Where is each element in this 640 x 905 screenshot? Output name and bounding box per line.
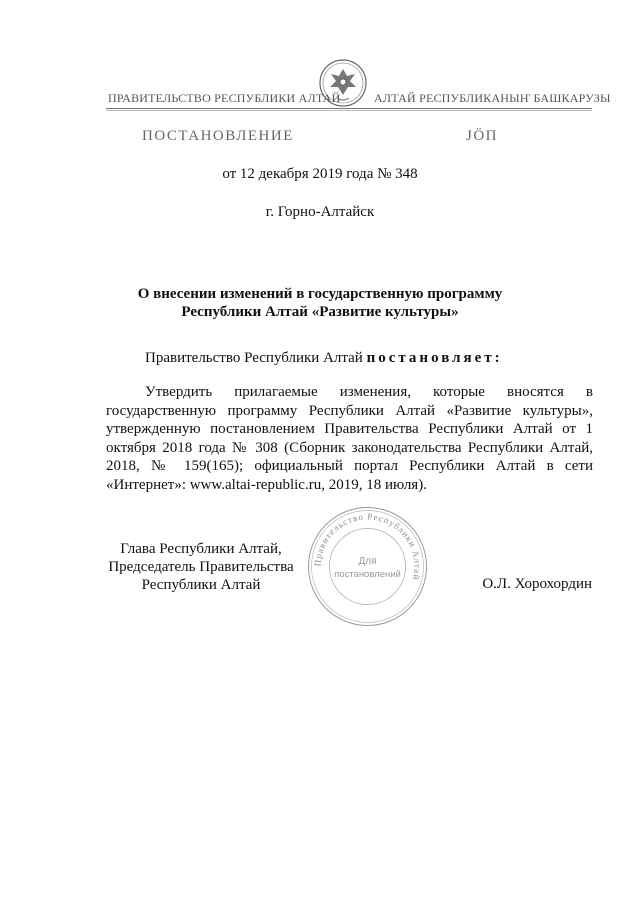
- signature-line-3: Республики Алтай: [141, 577, 261, 593]
- header-divider: [106, 108, 592, 109]
- header-government-ru: ПРАВИТЕЛЬСТВО РЕСПУБЛИКИ АЛТАЙ: [108, 91, 341, 105]
- body-paragraph: Утвердить прилагаемые изменения, которые вносятся в государственную программу Республики Алтай «Развитие культуры», утвержденную постановлением Правительства Республики Алтай от 1 октября 2018 года № 308 (Сборник законодательства Республики Алтай, 2018, № 159(165); официальный портал Республики Алтай в сети «Интернет»: www.altai-republic.ru, 2019, 18 июля).: [106, 384, 593, 493]
- header-divider-secondary: [106, 110, 592, 111]
- stamp-ring-text: Правительство Республики Алтай: [312, 511, 423, 582]
- preamble-text: Правительство Республики Алтай: [145, 350, 367, 366]
- document-city: г. Горно-Алтайск: [265, 204, 375, 220]
- signature-position: [106, 540, 296, 594]
- document-title-line1: О внесении изменений в государственную программу: [137, 286, 503, 302]
- official-stamp: [305, 504, 430, 629]
- signature-line-1: Глава Республики Алтай,: [120, 541, 282, 557]
- stamp-center-line2: постановлений: [334, 569, 401, 580]
- preamble: [145, 350, 503, 367]
- document-title-line2: Республики Алтай «Развитие культуры»: [181, 304, 459, 320]
- header-government-alt: АЛТАЙ РЕСПУБЛИКАНЫҤ БАШКАРУЗЫ: [374, 91, 611, 105]
- signature-line-2: Председатель Правительства: [108, 559, 294, 575]
- stamp-center-line1: Для: [358, 556, 377, 567]
- preamble-verb: постановляет:: [366, 350, 503, 366]
- document-title: [0, 285, 640, 321]
- document-type-ru: ПОСТАНОВЛЕНИЕ: [142, 128, 294, 144]
- document-date-number: от 12 декабря 2019 года № 348: [222, 166, 418, 182]
- signer-name: О.Л. Хорохордин: [482, 576, 592, 592]
- document-type-alt: ЈÖП: [466, 128, 499, 144]
